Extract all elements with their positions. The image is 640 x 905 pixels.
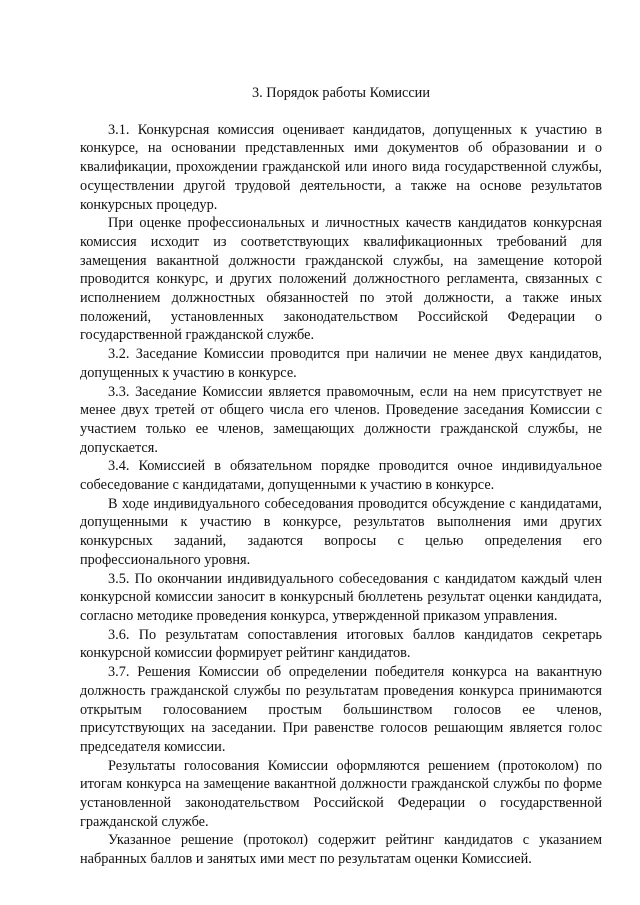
paragraph-3-4-interview: В ходе индивидуального собеседования проводится обсуждение с кандидатами, допущенными к участию в конкурсе, результатов выполнения ими других конкурсных заданий, задаются вопросы с целью определения его профессионального уровня. [80, 495, 602, 568]
paragraph-3-7: 3.7. Решения Комиссии об определении победителя конкурса на вакантную должность гражданской службы по результатам проведения конкурса принимаются открытым голосованием простым большинством голосов ее членов, присутствующих на заседании. При равенстве голосов решающим является голос председателя комиссии. [80, 664, 602, 755]
paragraph-3-7-protocol: Указанное решение (протокол) содержит рейтинг кандидатов с указанием набранных баллов и занятых ими мест по результатам оценки Комиссией. [80, 832, 602, 868]
paragraph-3-5: 3.5. По окончании индивидуального собеседования с кандидатом каждый член конкурсной комиссии заносит в конкурсный бюллетень результат оценки кандидата, согласно методике проведения конкурса, утвержденной приказом управления. [80, 570, 602, 624]
paragraph-3-7-results: Результаты голосования Комиссии оформляются решением (протоколом) по итогам конкурса на замещение вакантной должности гражданской службы по форме установленной законодательством Российской Федерации о государственной гражданской службе. [80, 757, 602, 830]
paragraph-3-4: 3.4. Комиссией в обязательном порядке проводится очное индивидуальное собеседование с кандидатами, допущенными к участию в конкурсе. [80, 458, 602, 494]
paragraph-3-2: 3.2. Заседание Комиссии проводится при наличии не менее двух кандидатов, допущенных к участию в конкурсе. [80, 346, 602, 381]
paragraph-3-6: 3.6. По результатам сопоставления итоговых баллов кандидатов секретарь конкурсной комиссии формирует рейтинг кандидатов. [80, 626, 602, 662]
paragraph-3-1-evaluation: При оценке профессиональных и личностных качеств кандидатов конкурсная комиссия исходит из соответствующих квалификационных требований для замещения вакантной должности гражданской службы, на замещение которой проводится конкурс, и других положений должностного регламента, связанных с исполнением должностных обязанностей по этой должности, а также иных положений, установленных законодательством Российской Федерации о государственной гражданской службе. [80, 215, 602, 344]
paragraph-3-1: 3.1. Конкурсная комиссия оценивает кандидатов, допущенных к участию в конкурсе, на основании представленных ими документов об образовании и о квалификации, прохождении гражданской или иного вида государственной службы, осуществлении другой трудовой деятельности, а также на основе результатов конкурсных процедур. [80, 121, 602, 213]
section-heading: 3. Порядок работы Комиссии [252, 85, 430, 101]
paragraph-3-3: 3.3. Заседание Комиссии является правомочным, если на нем присутствует не менее двух третей от общего числа его членов. Проведение заседания Комиссии с участием только ее членов, замещающих должности гражданской службы, не допускается. [80, 383, 602, 456]
document-page [80, 84, 602, 869]
